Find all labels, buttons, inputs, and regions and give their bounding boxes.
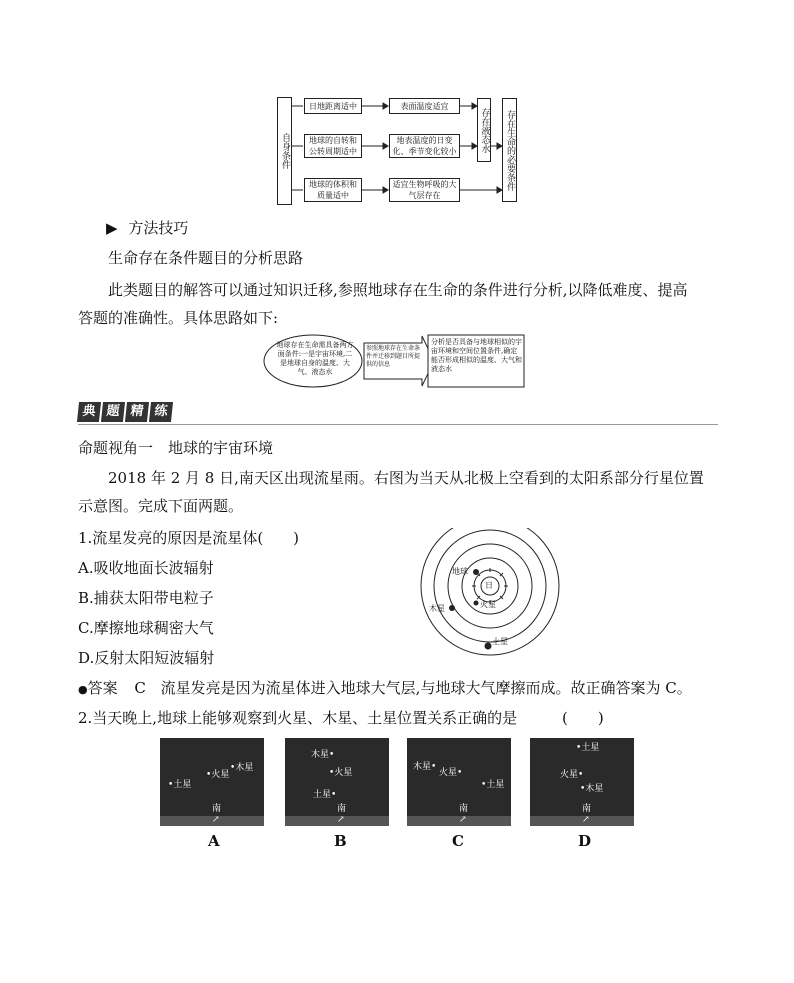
sky-option-a (160, 738, 264, 826)
orbit-rings (418, 528, 560, 660)
answer-line (78, 678, 692, 700)
flow2-ellipse-text: 地球存在生命需具备两方面条件:一是宇宙环境,二是地球自身的温度、大气、液态水 (276, 341, 354, 376)
jupiter-star: •木星 (580, 784, 604, 794)
jupiter-star: 木星• (311, 750, 335, 760)
south-marker: 南 (337, 804, 347, 814)
saturn-star: 土星• (313, 790, 337, 800)
answer-label: 答案 (87, 679, 118, 697)
saturn-label: 土星 (492, 637, 508, 646)
method-subheading: 生命存在条件题目的分析思路 (108, 249, 304, 267)
flow1-right-label: 存在生命的必要条件 (502, 98, 517, 202)
south-marker: 南 (212, 804, 222, 814)
q1-option-b: B.捕获太阳带电粒子 (78, 589, 214, 607)
jupiter-dot (449, 605, 455, 611)
south-marker: 南 (582, 804, 592, 814)
answer-text: 流星发亮是因为流星体进入地球大气层,与地球大气摩擦而成。故正确答案为 C。 (160, 679, 692, 697)
answer-marker-icon: ● (78, 683, 88, 696)
q1-stem: 1.流星发亮的原因是流星体( ) (78, 529, 300, 547)
method-para-line2: 答题的准确性。具体思路如下: (78, 309, 279, 327)
jupiter-label: 木星 (429, 604, 445, 613)
flow1-row3-b: 适宜生物呼吸的大气层存在 (389, 178, 460, 202)
q1-option-c: C.摩擦地球稠密大气 (78, 619, 214, 637)
sky-option-c-letter: C (452, 832, 464, 850)
answer-letter: C (134, 679, 146, 697)
saturn-star: •土星 (576, 743, 600, 753)
jupiter-star: 木星• (413, 762, 437, 772)
south-marker: 南 (459, 804, 469, 814)
triangle-bullet-icon: ▶ (106, 219, 118, 237)
flow1-row3-a: 地球的体积和质量适中 (304, 178, 362, 202)
south-arrow-icon: ↗ (337, 815, 345, 825)
saturn-dot (485, 643, 492, 650)
q1-option-d: D.反射太阳短波辐射 (78, 649, 215, 667)
solar-system-orbit-diagram (418, 528, 560, 660)
q-section-title: 命题视角一 地球的宇宙环境 (78, 439, 274, 457)
flow1-left-label: 自身条件 (277, 97, 292, 205)
south-arrow-icon: ↗ (582, 815, 590, 825)
sky-option-c (407, 738, 511, 826)
sky-option-b (285, 738, 389, 826)
q-intro-line2: 示意图。完成下面两题。 (78, 497, 244, 515)
sun-label: 日 (485, 581, 493, 590)
method-para-line1: 此类题目的解答可以通过知识迁移,参照地球存在生命的条件进行分析,以降低难度、提高 (108, 281, 688, 299)
q2-paren: ( ) (562, 709, 604, 727)
mars-star: 火星• (560, 770, 584, 780)
flow1-row1-a: 日地距离适中 (304, 98, 362, 114)
south-arrow-icon: ↗ (212, 815, 220, 825)
flow2-box-text: 分析是否具备与地球相似的宇宙环境和空间位置条件,确定能否形成相似的温度、大气和液态水 (431, 338, 522, 373)
q1-option-a: A.吸收地面长波辐射 (78, 559, 214, 577)
sky-option-d (530, 738, 634, 826)
saturn-star: •土星 (481, 780, 505, 790)
mars-star: •火星 (206, 770, 230, 780)
mars-label: 火星 (480, 600, 496, 609)
flow1-row1-b: 表面温度适宜 (389, 98, 460, 114)
flow1-mid-label: 存在液态水 (477, 98, 491, 162)
section-divider (78, 424, 718, 425)
flow1-row2-b: 地表温度的日变化、季节变化较小 (389, 134, 460, 158)
section-tag-dianti-jinglian: 典 题 精 练 (78, 402, 174, 422)
earth-dot (473, 569, 479, 575)
mars-star: •火星 (329, 768, 353, 778)
jupiter-star: •木星 (230, 763, 254, 773)
south-arrow-icon: ↗ (459, 815, 467, 825)
mars-star: 火星• (439, 768, 463, 778)
flow1-row2-a: 地球的自转和公转周期适中 (304, 134, 362, 158)
earth-label: 地球 (452, 567, 468, 576)
sky-option-b-letter: B (334, 832, 347, 850)
sky-option-d-letter: D (578, 832, 592, 850)
mars-dot (474, 601, 479, 606)
sky-option-a-letter: A (208, 832, 220, 850)
q2-stem: 2.当天晚上,地球上能够观察到火星、木星、土星位置关系正确的是 (78, 709, 518, 727)
flow2-arrow-text: 参照地球存在生命条件并迁移到题目所提供的信息 (366, 345, 421, 368)
saturn-star: •土星 (168, 780, 192, 790)
method-heading: ▶ 方法技巧 (106, 219, 189, 237)
q-intro-line1: 2018 年 2 月 8 日,南天区出现流星雨。右图为当天从北极上空看到的太阳系部分行星位置 (108, 469, 704, 487)
